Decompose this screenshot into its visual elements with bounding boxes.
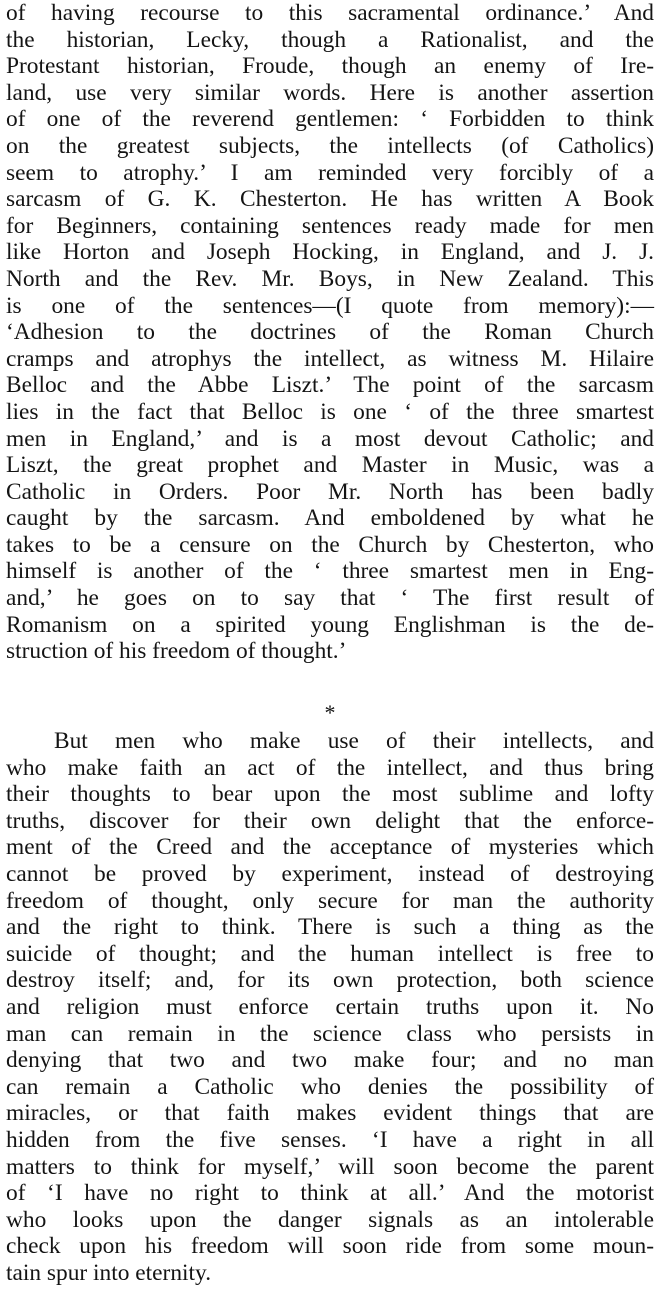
text-line: and,’ he goes on to say that ‘ The first result of	[6, 585, 654, 612]
text-line: is one of the sentences—(I quote from memory):—	[6, 292, 654, 319]
text-line: of one of the reverend gentlemen: ‘ Forbidden to think	[6, 106, 654, 133]
text-line: cannot be proved by experiment, instead of destroying	[6, 860, 654, 887]
text-line: seem to atrophy.’ I am reminded very forcibly of a	[6, 159, 654, 186]
text-line: Catholic in Orders. Poor Mr. North has been badly	[6, 478, 654, 505]
text-line: Romanism on a spirited young Englishman is the de-	[6, 611, 654, 638]
text-line: man can remain in the science class who persists in	[6, 1020, 654, 1047]
text-line: of ‘I have no right to think at all.’ And the motorist	[6, 1180, 654, 1207]
text-line: lies in the fact that Belloc is one ‘ of the three smartest	[6, 398, 654, 425]
text-line: matters to think for myself,’ will soon become the parent	[6, 1153, 654, 1180]
text-line: and the right to think. There is such a thing as the	[6, 914, 654, 941]
text-line: caught by the sarcasm. And emboldened by what he	[6, 505, 654, 532]
text-line: who make faith an act of the intellect, and thus bring	[6, 754, 654, 781]
text-line: freedom of thought, only secure for man the authority	[6, 887, 654, 914]
text-line: men in England,’ and is a most devout Catholic; and	[6, 425, 654, 452]
paragraph-two	[6, 728, 654, 1286]
asterisk-divider: *	[324, 700, 336, 725]
text-line: himself is another of the ‘ three smartest men in Eng-	[6, 558, 654, 585]
text-line: cramps and atrophys the intellect, as witness M. Hilaire	[6, 345, 654, 372]
text-line: for Beginners, containing sentences ready made for men	[6, 212, 654, 239]
text-line: North and the Rev. Mr. Boys, in New Zealand. This	[6, 265, 654, 292]
text-line: destroy itself; and, for its own protection, both science	[6, 967, 654, 994]
text-line: denying that two and two make four; and no man	[6, 1047, 654, 1074]
text-line: their thoughts to bear upon the most sublime and lofty	[6, 781, 654, 808]
text-line: who looks upon the danger signals as an intolerable	[6, 1206, 654, 1233]
text-line: land, use very similar words. Here is another assertion	[6, 79, 654, 106]
text-line: can remain a Catholic who denies the possibility of	[6, 1073, 654, 1100]
section-separator	[6, 696, 654, 729]
text-line: check upon his freedom will soon ride from some moun-	[6, 1233, 654, 1260]
text-line: miracles, or that faith makes evident things that are	[6, 1100, 654, 1127]
text-line: of having recourse to this sacramental ordinance.’ And	[6, 0, 654, 26]
text-line: tain spur into eternity.	[6, 1259, 212, 1286]
text-line: struction of his freedom of thought.’	[6, 638, 347, 665]
text-line: Liszt, the great prophet and Master in Music, was a	[6, 452, 654, 479]
text-line: takes to be a censure on the Church by Chesterton, who	[6, 531, 654, 558]
text-line: on the greatest subjects, the intellects (of Catholics)	[6, 132, 654, 159]
text-line: truths, discover for their own delight that the enforce-	[6, 807, 654, 834]
text-line: the historian, Lecky, though a Rationalist, and the	[6, 26, 654, 53]
text-line: suicide of thought; and the human intellect is free to	[6, 940, 654, 967]
text-line: sarcasm of G. K. Chesterton. He has written A Book	[6, 186, 654, 213]
text-line: Belloc and the Abbe Liszt.’ The point of the sarcasm	[6, 372, 654, 399]
text-line: Protestant historian, Froude, though an enemy of Ire-	[6, 53, 654, 80]
paragraph-one	[6, 0, 654, 665]
text-line: like Horton and Joseph Hocking, in England, and J. J.	[6, 239, 654, 266]
text-line: hidden from the five senses. ‘I have a right in all	[6, 1126, 654, 1153]
text-line: But men who make use of their intellects, and	[54, 728, 654, 754]
text-line: ment of the Creed and the acceptance of mysteries which	[6, 834, 654, 861]
text-line: ‘Adhesion to the doctrines of the Roman Church	[6, 319, 654, 346]
text-line: and religion must enforce certain truths upon it. No	[6, 993, 654, 1020]
